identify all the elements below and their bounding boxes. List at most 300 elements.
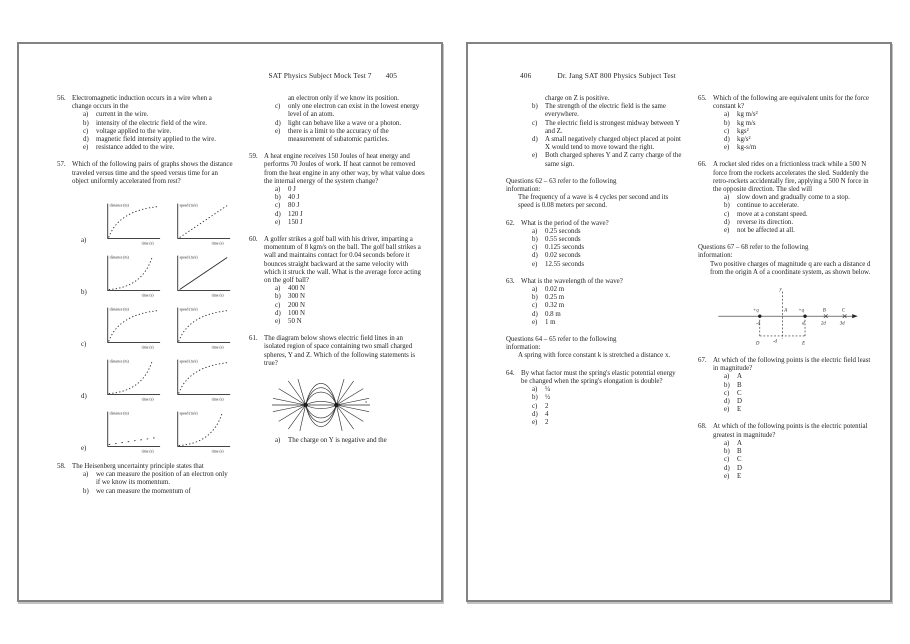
context-info: Two positive charges of magnitude q are each a distance d from the origin A of a coordinate system, as shown below. (710, 260, 871, 276)
graph-x-axis-label: time (s) (141, 345, 154, 350)
answer-option (521, 386, 682, 394)
answer-option (521, 294, 682, 302)
option-text: A (737, 439, 742, 447)
answer-option (713, 373, 874, 381)
left-positive-charge (758, 315, 761, 318)
speed-vs-time-graph (169, 301, 233, 351)
context-heading: Questions 64 – 65 refer to the following (506, 336, 617, 344)
answer-option (264, 211, 425, 219)
answer-option (521, 120, 682, 136)
question-stem: The diagram below shows electric field lines in an isolated region of space containing two small charged spheres, Y and Z. Which of the following statements is true? (264, 335, 416, 367)
option-text: 0.32 m (545, 302, 565, 310)
option-label: a) (724, 111, 730, 119)
answer-option (713, 120, 874, 128)
option-text: 300 N (288, 293, 306, 301)
option-text: C (737, 456, 742, 464)
graph-pair-row (81, 195, 233, 247)
answer-option (72, 120, 233, 128)
question-body (521, 370, 682, 427)
answer-option (713, 202, 874, 210)
option-text: ½ (545, 394, 551, 402)
graph-x-axis-label: time (s) (211, 241, 224, 246)
answer-option (264, 120, 425, 128)
question-63 (506, 278, 682, 327)
page-left (17, 42, 443, 602)
option-label: d) (532, 252, 538, 260)
option-label: a) (275, 186, 281, 194)
option-text: not be affected at all. (737, 227, 795, 235)
distance-vs-time-graph (99, 353, 163, 403)
context-heading: Questions 62 – 63 refer to the following (506, 177, 617, 185)
option-label: b) (275, 194, 281, 202)
option-text: 1 m (545, 318, 556, 326)
context-heading: information: (698, 252, 733, 260)
answer-option (713, 456, 874, 464)
question-60 (249, 236, 425, 326)
option-text: B (737, 381, 742, 389)
context-block (698, 244, 874, 277)
option-label: b) (724, 119, 730, 127)
option-text: magnetic field intensity applied to the wire. (96, 136, 216, 144)
graph-x-axis-label: time (s) (211, 449, 224, 454)
distance-vs-time-graph (99, 301, 163, 351)
answer-option (521, 394, 682, 402)
option-text: E (737, 472, 742, 480)
option-label: d) (724, 218, 730, 226)
graph-y-axis-label: distance (m) (109, 307, 129, 312)
question-stem: At which of the following points is the electric potential greatest in magnitude? (713, 423, 868, 439)
answer-option (521, 311, 682, 319)
option-label: b) (83, 119, 89, 127)
option-text: 0.125 seconds (545, 244, 585, 252)
option-text: A small negatively charged object placed at point X would tend to move toward the right. (545, 136, 681, 152)
answer-option (521, 252, 682, 260)
answer-option (264, 186, 425, 194)
question-67 (698, 357, 874, 414)
option-label: e) (532, 318, 538, 326)
answer-option (713, 398, 874, 406)
graph-pair-row (81, 403, 233, 455)
option-label: b) (532, 103, 538, 111)
option-text: 0.55 seconds (545, 236, 581, 244)
question-stem: What is the wavelength of the wave? (521, 277, 623, 285)
point-x-label: x (365, 400, 368, 405)
graph-pair-label: d) (81, 392, 87, 400)
question-body (264, 335, 425, 368)
option-text: C (737, 389, 742, 397)
option-text: 50 N (288, 318, 302, 326)
option-label: e) (532, 152, 538, 160)
graph-x-axis-label: time (s) (211, 345, 224, 350)
point-b-position: 2d (821, 321, 826, 327)
answer-option (713, 144, 874, 152)
answer-option (72, 136, 233, 144)
option-label: c) (532, 244, 538, 252)
answer-option (713, 406, 874, 414)
graph-y-axis-label: speed (m/s) (179, 307, 198, 312)
question-number: 64. (506, 369, 515, 377)
option-text: kg m/s (737, 119, 756, 127)
question-body (72, 161, 233, 186)
answer-option (264, 128, 425, 144)
option-label: a) (724, 373, 730, 381)
answer-option (521, 261, 682, 269)
option-text: slow down and gradually come to a stop. (737, 194, 850, 202)
option-label: e) (724, 406, 730, 414)
electric-field-diagram (271, 377, 425, 433)
charged-sphere-Z (334, 403, 338, 407)
point-e-label: E (802, 341, 806, 347)
question-stem: A golfer strikes a golf ball with his driver, imparting a momentum of 8 kgm/s on the ball. The golf ball strikes a wall and maintains contact for 0.04 seconds before it bounces straight backward at the same velocity with which it struck the wall. What is the average force acting on the golf ball? (264, 236, 421, 285)
coordinate-axes-svg (714, 286, 864, 352)
context-info: The frequency of a wave is 4 cycles per second and its speed is 0.08 meters per second. (518, 194, 669, 210)
option-label: d) (275, 210, 281, 218)
question-stem: Electromagnetic induction occurs in a wire when a change occurs in the (72, 95, 212, 111)
option-text: 150 J (288, 218, 303, 226)
answer-option (521, 286, 682, 294)
question-56 (57, 95, 233, 152)
question-59 (249, 153, 425, 227)
option-text: 0.25 m (545, 294, 565, 302)
graph-pair-label: e) (81, 444, 87, 452)
option-label: c) (275, 301, 281, 309)
left-charge-label: +q (753, 308, 759, 314)
option-text: move at a constant speed. (737, 210, 808, 218)
question-continuation (249, 95, 425, 144)
option-text: 0 J (288, 186, 296, 194)
answer-option (713, 111, 874, 119)
column-1 (506, 95, 682, 490)
question-number: 56. (57, 95, 66, 102)
answer-option (521, 236, 682, 244)
question-number: 59. (249, 153, 258, 161)
running-header (468, 71, 890, 80)
speed-vs-time-graph (169, 405, 233, 455)
graph-pair-row (81, 351, 233, 403)
option-text: voltage applied to the wire. (96, 127, 172, 135)
option-label: e) (83, 144, 89, 152)
answer-option (713, 448, 874, 456)
point-c-position: 3d (839, 321, 845, 327)
graph-y-axis-label: distance (m) (109, 411, 129, 416)
option-text: reverse its direction. (737, 218, 794, 226)
answer-option (713, 390, 874, 398)
option-text: The charge on Y is negative and the (288, 437, 387, 445)
answer-option (521, 152, 682, 168)
question-stem: By what factor must the spring's elastic potential energy be changed when the spring's elongation is double? (521, 369, 676, 385)
option-label: c) (532, 119, 538, 127)
graph-pair-row (81, 247, 233, 299)
origin-label: A (784, 308, 788, 314)
option-label: b) (724, 448, 730, 456)
option-text: only one electron can exist in the lowest energy level of an atom. (288, 103, 420, 119)
question-number: 67. (698, 357, 707, 365)
option-label: a) (724, 439, 730, 447)
option-text: 12.55 seconds (545, 260, 585, 268)
option-label: c) (724, 389, 730, 397)
option-text: B (737, 448, 742, 456)
column-2 (698, 95, 874, 490)
question-body (713, 161, 874, 235)
answer-option (521, 419, 682, 427)
answer-option (713, 227, 874, 235)
option-label: d) (275, 119, 281, 127)
question-number: 57. (57, 161, 66, 169)
context-block (506, 178, 682, 211)
option-label: e) (724, 144, 730, 152)
question-stem: What is the period of the wave? (521, 219, 609, 227)
charged-sphere-Y (303, 403, 307, 407)
option-text: D (737, 464, 742, 472)
answer-option (521, 244, 682, 252)
question-64 (506, 370, 682, 427)
answer-option (264, 219, 425, 227)
option-label: b) (724, 202, 730, 210)
header-page-number: 405 (385, 71, 397, 80)
option-label: a) (83, 471, 89, 479)
question-number: 65. (698, 95, 707, 102)
option-text: 0.02 m (545, 286, 565, 294)
graph-x-axis-label: time (s) (211, 397, 224, 402)
q57-graph-pairs (57, 195, 233, 455)
option-text: intensity of the electric field of the wire. (96, 119, 207, 127)
question-stem: Which of the following are equivalent units for the force constant k? (713, 95, 869, 111)
graph-pair-label: b) (81, 288, 87, 296)
speed-vs-time-graph (169, 353, 233, 403)
point-d-label: D (756, 341, 760, 347)
option-label: d) (532, 410, 538, 418)
option-label: c) (275, 202, 281, 210)
option-text: 2 (545, 418, 549, 426)
answer-option (521, 403, 682, 411)
option-label: b) (532, 236, 538, 244)
speed-vs-time-graph (169, 197, 233, 247)
option-label: d) (275, 309, 281, 317)
graph-x-axis-label: time (s) (211, 293, 224, 298)
answer-option (72, 144, 233, 152)
header-title: SAT Physics Subject Mock Test 7 (268, 71, 372, 80)
option-text: kg-s/m (737, 144, 757, 152)
question-number: 63. (506, 277, 515, 285)
option-label: d) (724, 136, 730, 144)
question-65 (698, 95, 874, 152)
answer-option (264, 293, 425, 301)
option-text: The strength of the electric field is the same everywhere. (545, 103, 666, 119)
answer-option (521, 136, 682, 152)
question-58 (57, 463, 233, 496)
question-number: 68. (698, 423, 707, 431)
answer-option (72, 471, 233, 487)
answer-option (713, 211, 874, 219)
field-lines-svg (271, 377, 371, 433)
option-text: 0.25 seconds (545, 227, 581, 235)
answer-option (264, 302, 425, 310)
question-number: 61. (249, 335, 258, 343)
option-text-continued: an electron only if we know its position. (288, 95, 399, 102)
question-number: 60. (249, 236, 258, 244)
option-text: kgs² (737, 127, 749, 135)
answer-option (521, 103, 682, 119)
option-label: a) (275, 285, 281, 293)
option-label: d) (724, 464, 730, 472)
header-page-number: 406 (520, 71, 532, 80)
point-c-label: C (841, 308, 845, 314)
option-label: b) (532, 294, 538, 302)
question-66 (698, 161, 874, 235)
question-62 (506, 220, 682, 269)
answer-option (521, 411, 682, 419)
option-label: e) (532, 418, 538, 426)
option-label: e) (275, 318, 281, 326)
option-text: 400 N (288, 285, 306, 293)
option-label: e) (724, 472, 730, 480)
option-label: e) (724, 227, 730, 235)
context-heading: Questions 67 – 68 refer to the following (698, 244, 809, 252)
graph-y-axis-label: speed (m/s) (179, 411, 198, 416)
page-columns (19, 95, 441, 505)
question-68 (698, 423, 874, 480)
graph-x-axis-label: time (s) (141, 241, 154, 246)
option-text: resistance added to the wire. (96, 144, 175, 152)
option-text: ¼ (545, 386, 551, 394)
option-text: we can measure the position of an electron only if we know its momentum. (96, 471, 228, 487)
question-body (264, 236, 425, 326)
answer-option (264, 103, 425, 119)
option-label: c) (724, 127, 730, 135)
question-body (72, 95, 233, 152)
option-label: c) (532, 402, 538, 410)
question-body (521, 220, 682, 269)
option-text: light can behave like a wave or a photon. (288, 119, 402, 127)
graph-y-axis-label: speed (m/s) (179, 359, 198, 364)
answer-option (713, 465, 874, 473)
question-body (72, 463, 233, 496)
option-text: 0.8 m (545, 310, 561, 318)
question-stem: At which of the following points is the electric field least in magnitude? (713, 357, 871, 373)
answer-option (713, 440, 874, 448)
option-label: d) (724, 398, 730, 406)
page-columns (468, 95, 890, 490)
option-text: we can measure the momentum of (96, 487, 191, 495)
bottom-distance-label: -d (772, 339, 777, 345)
context-info: A spring with force constant k is stretched a distance x. (518, 352, 671, 360)
option-text: 2 (545, 402, 549, 410)
option-label: b) (532, 394, 538, 402)
graph-y-axis-label: speed (m/s) (179, 255, 198, 260)
distance-vs-time-graph (99, 405, 163, 455)
option-text: 200 N (288, 301, 306, 309)
graph-y-axis-label: distance (m) (109, 359, 129, 364)
question-number: 58. (57, 463, 66, 471)
question-body (713, 423, 874, 480)
graph-y-axis-label: distance (m) (109, 203, 129, 208)
point-b-label: B (822, 308, 826, 314)
option-label: e) (275, 218, 281, 226)
graph-x-axis-label: time (s) (141, 397, 154, 402)
question-body (713, 357, 874, 414)
graph-pair-row (81, 299, 233, 351)
answer-option (72, 128, 233, 136)
answer-option (72, 488, 233, 496)
answer-option (713, 128, 874, 136)
question-57 (57, 161, 233, 186)
answer-option (264, 194, 425, 202)
option-label: b) (83, 487, 89, 495)
option-label: a) (532, 227, 538, 235)
column-2 (249, 95, 425, 505)
option-text: current in the wire. (96, 111, 149, 119)
option-label: a) (83, 111, 89, 119)
y-axis-label: y (779, 287, 782, 293)
continuation-body (264, 437, 425, 445)
option-label: d) (83, 136, 89, 144)
question-number: 66. (698, 161, 707, 169)
question-stem: A heat engine receives 150 Joules of heat energy and performs 70 Joules of work. If heat cannot be removed from the heat engine in any other way, by what value does the internal energy of the system change? (264, 153, 425, 185)
answer-option (521, 319, 682, 327)
answer-option (713, 219, 874, 227)
option-text: 4 (545, 410, 549, 418)
context-heading: information: (506, 344, 541, 352)
option-label: d) (532, 136, 538, 144)
option-label: a) (724, 194, 730, 202)
option-label: c) (532, 302, 538, 310)
distance-vs-time-graph (99, 249, 163, 299)
graph-y-axis-label: distance (m) (109, 255, 129, 260)
option-text: 100 N (288, 309, 306, 317)
option-text: 0.02 seconds (545, 252, 581, 260)
option-label: a) (532, 386, 538, 394)
graph-x-axis-label: time (s) (141, 293, 154, 298)
page-right (466, 42, 892, 602)
answer-option (264, 310, 425, 318)
question-number: 62. (506, 219, 515, 227)
answer-option (264, 437, 425, 445)
option-text: continue to accelerate. (737, 202, 799, 210)
distance-vs-time-graph (99, 197, 163, 247)
option-label: a) (532, 286, 538, 294)
answer-option (264, 202, 425, 210)
right-positive-charge (803, 315, 806, 318)
option-label: a) (275, 437, 281, 445)
option-label: c) (724, 456, 730, 464)
answer-option (713, 194, 874, 202)
option-label: b) (724, 381, 730, 389)
option-text: kg m/s² (737, 111, 758, 119)
context-block (506, 336, 682, 361)
running-header (19, 71, 441, 80)
option-text: 80 J (288, 202, 300, 210)
question-body (264, 153, 425, 227)
graph-pair-label: a) (81, 236, 87, 244)
column-1 (57, 95, 233, 505)
question-body (521, 278, 682, 327)
answer-option (713, 473, 874, 481)
answer-option (713, 382, 874, 390)
answer-option (713, 136, 874, 144)
coordinate-system-diagram (714, 286, 874, 352)
answer-option (264, 285, 425, 293)
header-title: Dr. Jang SAT 800 Physics Subject Test (557, 71, 676, 80)
question-stem: Which of the following pairs of graphs shows the distance traveled versus time and the speed versus time for an object uniformly accelerated from rest? (72, 161, 233, 185)
graph-pair-label: c) (81, 340, 87, 348)
right-charge-label: +q (798, 308, 804, 314)
option-label: e) (532, 260, 538, 268)
question-stem: A rocket sled rides on a frictionless track while a 500 N force from the rockets accelerates the sled. Suddenly the retro-rockets accidentally fire, applying a 500 N force in the opposite direction. The sled will (713, 161, 869, 194)
option-text: D (737, 398, 742, 406)
speed-vs-time-graph (169, 249, 233, 299)
continuation-body (264, 95, 425, 144)
option-label: c) (83, 127, 89, 135)
